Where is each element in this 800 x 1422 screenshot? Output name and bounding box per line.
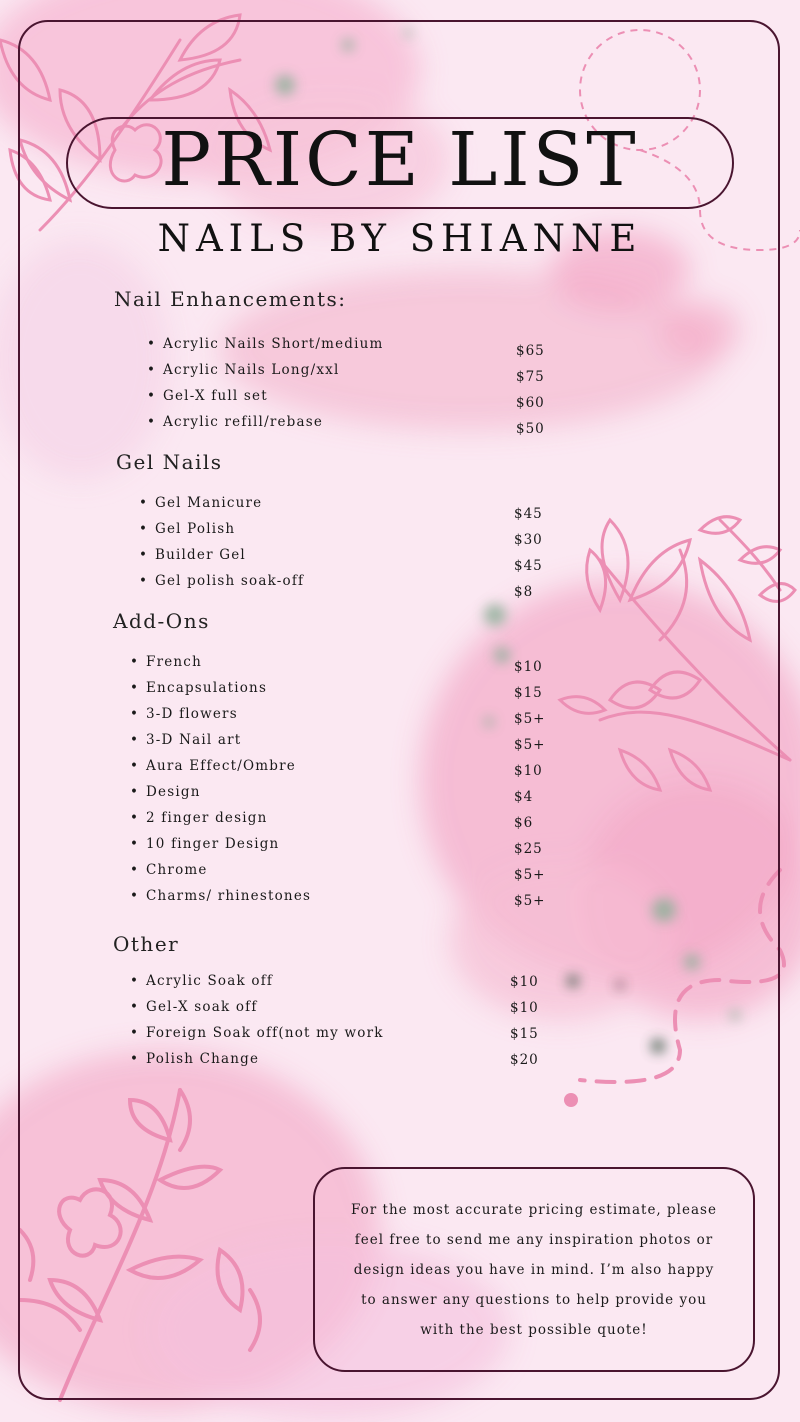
list-item: • Foreign Soak off(not my work <box>146 1025 384 1041</box>
item-price: $6 <box>514 815 534 831</box>
item-price: $15 <box>514 685 543 701</box>
item-price: $60 <box>516 395 545 411</box>
item-price: $8 <box>514 584 534 600</box>
pricing-note-line: to answer any questions to help provide you <box>361 1292 707 1308</box>
list-item: • Gel Polish <box>155 521 235 537</box>
item-price: $4 <box>514 789 534 805</box>
item-price: $30 <box>514 532 543 548</box>
list-item: • Gel Manicure <box>155 495 262 511</box>
list-item: • Chrome <box>146 862 208 878</box>
business-name: NAILS BY SHIANNE <box>157 217 643 260</box>
section-title-nail-enhancements: Nail Enhancements: <box>114 287 347 311</box>
list-item: • Gel-X full set <box>163 388 268 404</box>
item-price: $5+ <box>514 737 546 753</box>
item-price: $75 <box>516 369 545 385</box>
list-item: • Acrylic Soak off <box>146 973 273 989</box>
item-price: $45 <box>514 558 543 574</box>
page-title: PRICE LIST <box>161 117 639 203</box>
list-item: • Polish Change <box>146 1051 259 1067</box>
list-item: • French <box>146 654 202 670</box>
list-item: • Builder Gel <box>155 547 246 563</box>
list-item: • Aura Effect/Ombre <box>146 758 296 774</box>
item-price: $45 <box>514 506 543 522</box>
list-item: • Charms/ rhinestones <box>146 888 311 904</box>
pricing-note-line: with the best possible quote! <box>420 1322 648 1338</box>
pricing-note-line: design ideas you have in mind. I’m also happy <box>353 1262 715 1278</box>
item-price: $10 <box>510 1000 539 1016</box>
list-item: • Encapsulations <box>146 680 267 696</box>
list-item: • Acrylic Nails Short/medium <box>163 336 384 352</box>
item-price: $5+ <box>514 893 546 909</box>
item-price: $50 <box>516 421 545 437</box>
list-item: • 3-D Nail art <box>146 732 241 748</box>
list-item: • Acrylic Nails Long/xxl <box>163 362 340 378</box>
list-item: • Acrylic refill/rebase <box>163 414 323 430</box>
list-item: • Gel-X soak off <box>146 999 258 1015</box>
section-title-other: Other <box>113 932 180 956</box>
list-item: • 10 finger Design <box>146 836 279 852</box>
list-item: • 3-D flowers <box>146 706 238 722</box>
section-title-add-ons: Add-Ons <box>113 609 210 633</box>
item-price: $10 <box>514 763 543 779</box>
pricing-note-line: feel free to send me any inspiration photos or <box>354 1232 714 1248</box>
list-item: • Gel polish soak-off <box>155 573 304 589</box>
item-price: $20 <box>510 1052 539 1068</box>
section-title-gel-nails: Gel Nails <box>116 450 223 474</box>
item-price: $25 <box>514 841 543 857</box>
item-price: $65 <box>516 343 545 359</box>
item-price: $10 <box>510 974 539 990</box>
item-price: $10 <box>514 659 543 675</box>
item-price: $15 <box>510 1026 539 1042</box>
item-price: $5+ <box>514 867 546 883</box>
list-item: • Design <box>146 784 201 800</box>
pricing-note-line: For the most accurate pricing estimate, please <box>351 1202 717 1218</box>
list-item: • 2 finger design <box>146 810 267 826</box>
item-price: $5+ <box>514 711 546 727</box>
